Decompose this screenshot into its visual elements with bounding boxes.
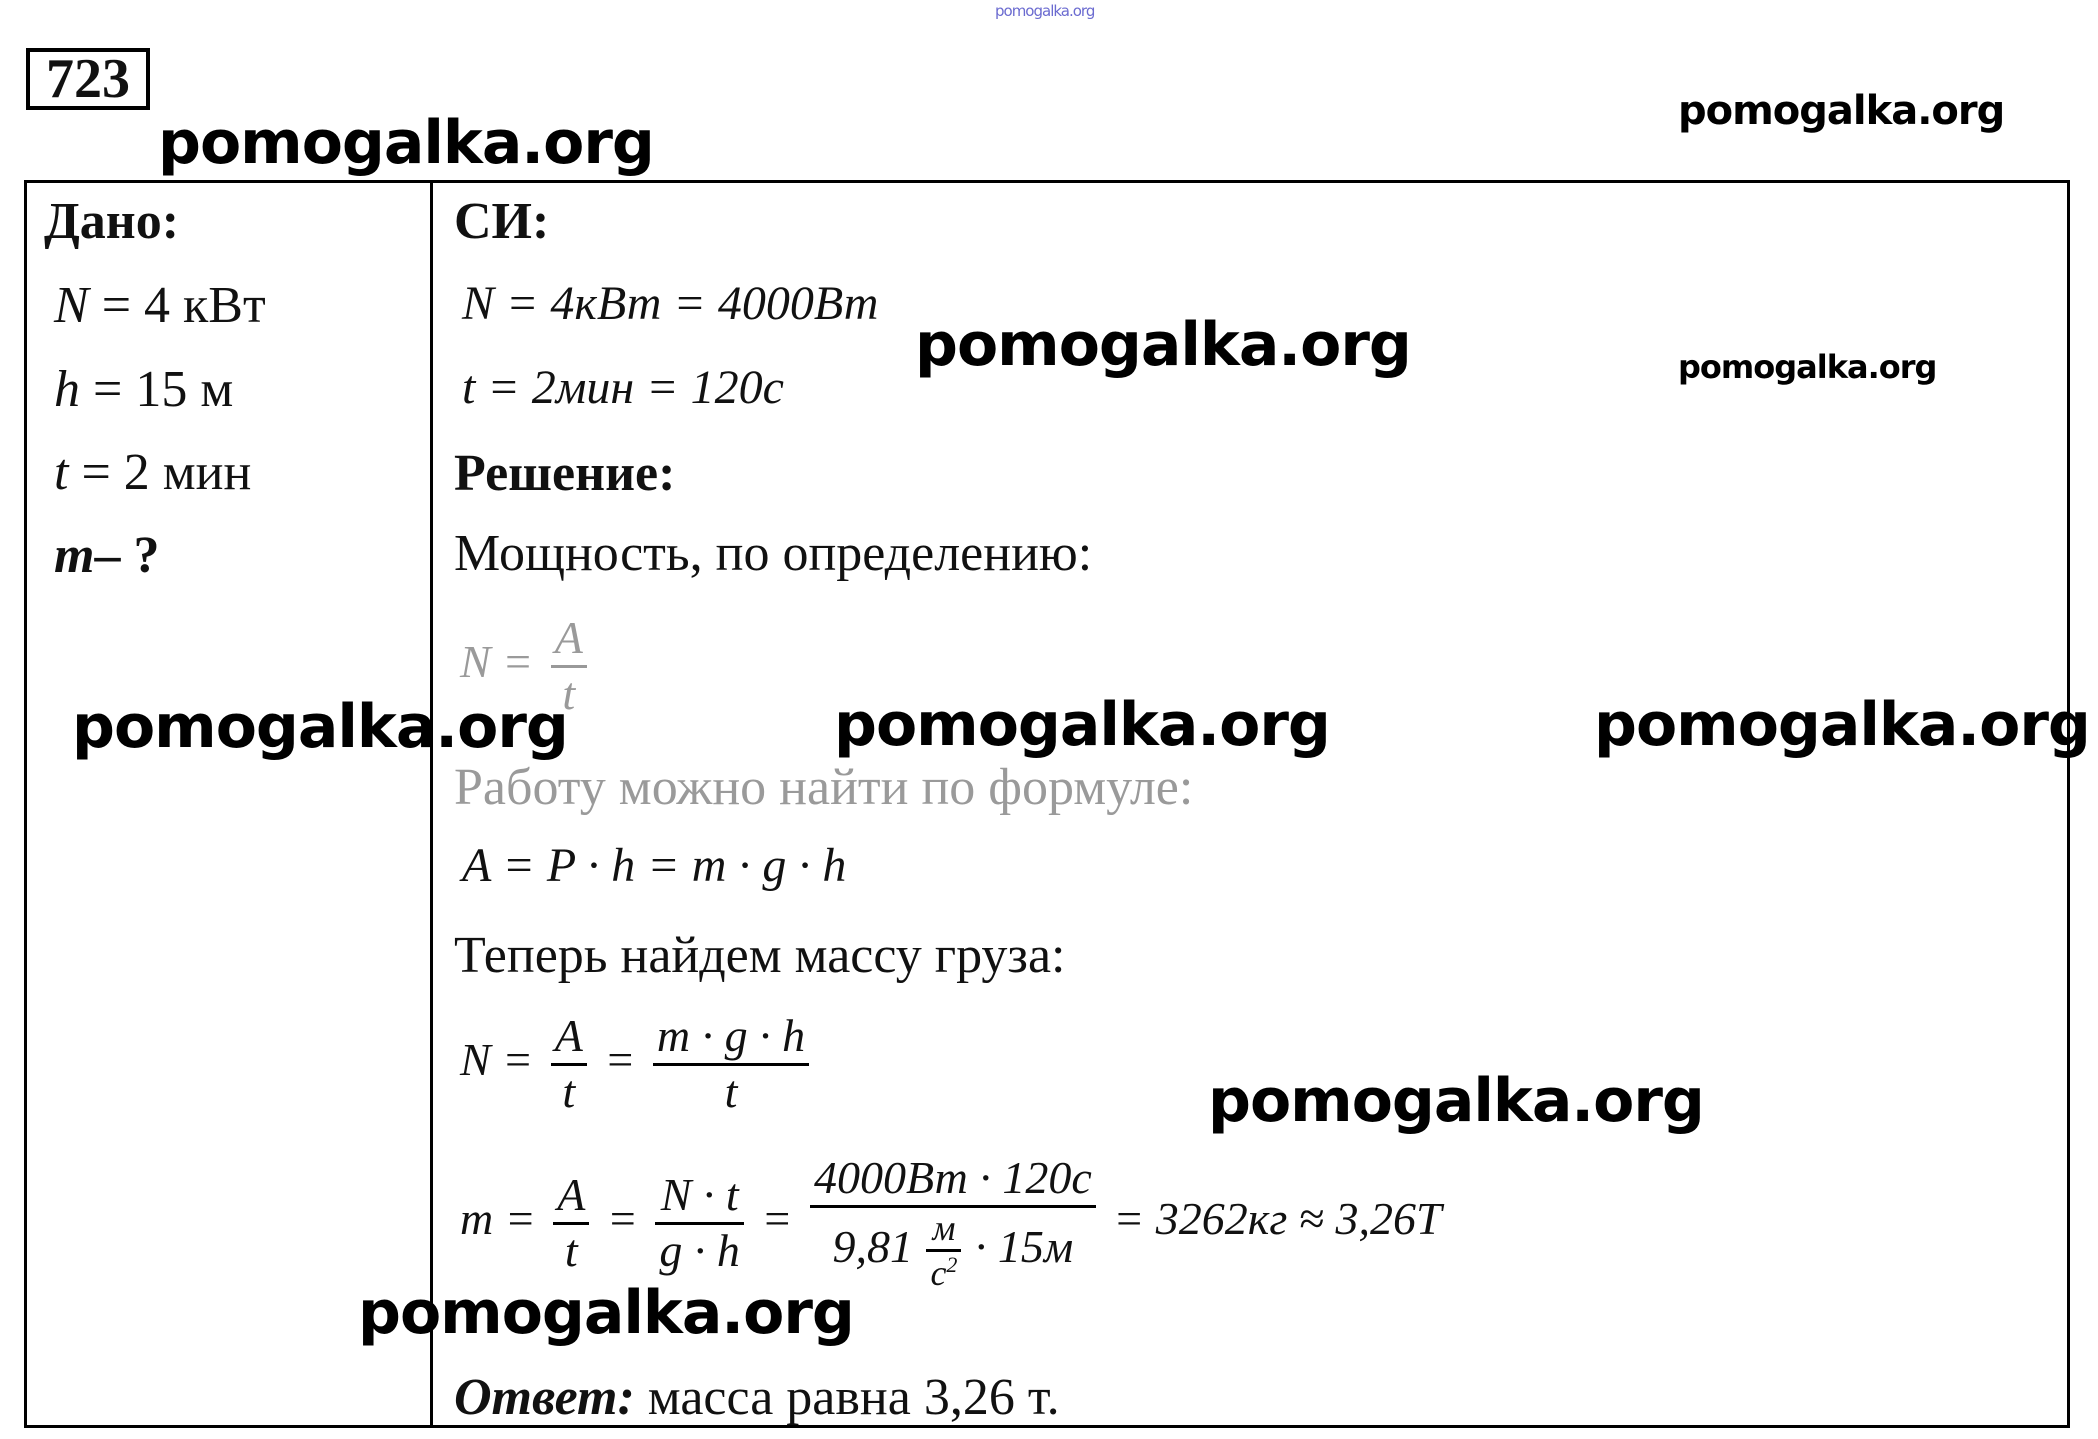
given-item-unknown (54, 527, 160, 584)
answer-label: Ответ: (454, 1369, 635, 1426)
fraction-numeric (810, 1152, 1096, 1295)
watermark-mid-center: pomogalka.org (915, 310, 1411, 380)
denominator-height: · 15м (974, 1220, 1074, 1272)
si-line-power: N = 4кВт = 4000Вт (462, 277, 879, 330)
solution-title: Решение: (454, 445, 676, 502)
formula-result: = 3262кг ≈ 3,26Т (1113, 1192, 1442, 1244)
denominator: g · h (659, 1224, 740, 1276)
text-work-formula: Работу можно найти по формуле: (454, 759, 1194, 816)
given-value: = 15 м (80, 361, 234, 418)
given-var: h (54, 361, 80, 418)
denominator: t (562, 1065, 576, 1117)
fraction-a-over-t (553, 1169, 589, 1278)
fraction-a-over-t (551, 1010, 587, 1119)
fraction-mgh-over-t (653, 1010, 809, 1119)
numerator: m · g · h (653, 1010, 809, 1066)
text-find-mass: Теперь найдем массу груза: (454, 927, 1066, 984)
numerator: N · t (655, 1169, 744, 1225)
formula-lhs: m = (460, 1192, 536, 1244)
given-value: = 2 мин (68, 444, 252, 501)
equals-sign: = (604, 1033, 636, 1085)
watermark-mid-right: pomogalka.org (1678, 348, 1937, 386)
si-line-time: t = 2мин = 120с (462, 361, 784, 414)
si-title: СИ: (454, 193, 550, 250)
given-var: m (54, 527, 95, 584)
text-power-definition: Мощность, по определению: (454, 525, 1093, 582)
watermark-top-left: pomogalka.org (158, 108, 654, 178)
denominator: t (564, 1224, 578, 1276)
numerator: A (551, 612, 587, 668)
given-value: – ? (94, 527, 160, 584)
formula-lhs: N = (460, 635, 534, 687)
column-divider (430, 180, 433, 1428)
watermark-row-right: pomogalka.org (1594, 690, 2090, 760)
exponent: 2 (946, 1252, 958, 1278)
formula-lhs: N = (460, 1033, 534, 1085)
numerator: м (926, 1208, 961, 1252)
answer-line (454, 1369, 1060, 1426)
formula-work: A = P · h = m · g · h (462, 839, 847, 892)
watermark-tiny: pomogalka.org (995, 2, 1095, 20)
fraction-nt-over-gh (655, 1169, 744, 1278)
numerator: 4000Вт · 120с (810, 1152, 1096, 1208)
given-title: Дано: (44, 193, 180, 250)
watermark-lower-right: pomogalka.org (1208, 1066, 1704, 1136)
denominator (926, 1252, 961, 1294)
denominator-g-value: 9,81 (832, 1220, 913, 1272)
given-item-power (54, 277, 266, 334)
problem-number: 723 (26, 48, 150, 110)
fraction-unit-m-s2 (926, 1208, 961, 1295)
watermark-row-center: pomogalka.org (834, 690, 1330, 760)
watermark-row-left: pomogalka.org (72, 692, 568, 762)
watermark-bottom-left: pomogalka.org (358, 1278, 854, 1348)
numerator: A (551, 1010, 587, 1066)
given-value: = 4 кВт (88, 277, 266, 334)
given-item-height (54, 361, 234, 418)
formula-mass: m = $\frac{A}{t}$ = $\frac{N \cdot t}{g \cdot h}$ = 4000Вт · 120с 9,81 $\frac{м}{с^2}$ · 15м = 3262кг ≈ 3,26Т (460, 1152, 1442, 1294)
numerator: A (553, 1169, 589, 1225)
watermark-top-right: pomogalka.org (1678, 88, 2005, 134)
denominator: t (724, 1065, 738, 1117)
given-var: t (54, 444, 69, 501)
unit-seconds: с (930, 1253, 947, 1294)
formula-power-expanded (460, 1010, 815, 1119)
answer-text: масса равна 3,26 т. (634, 1369, 1060, 1426)
denominator: t (562, 667, 576, 719)
given-item-time (54, 444, 252, 501)
given-var: N (54, 277, 89, 334)
